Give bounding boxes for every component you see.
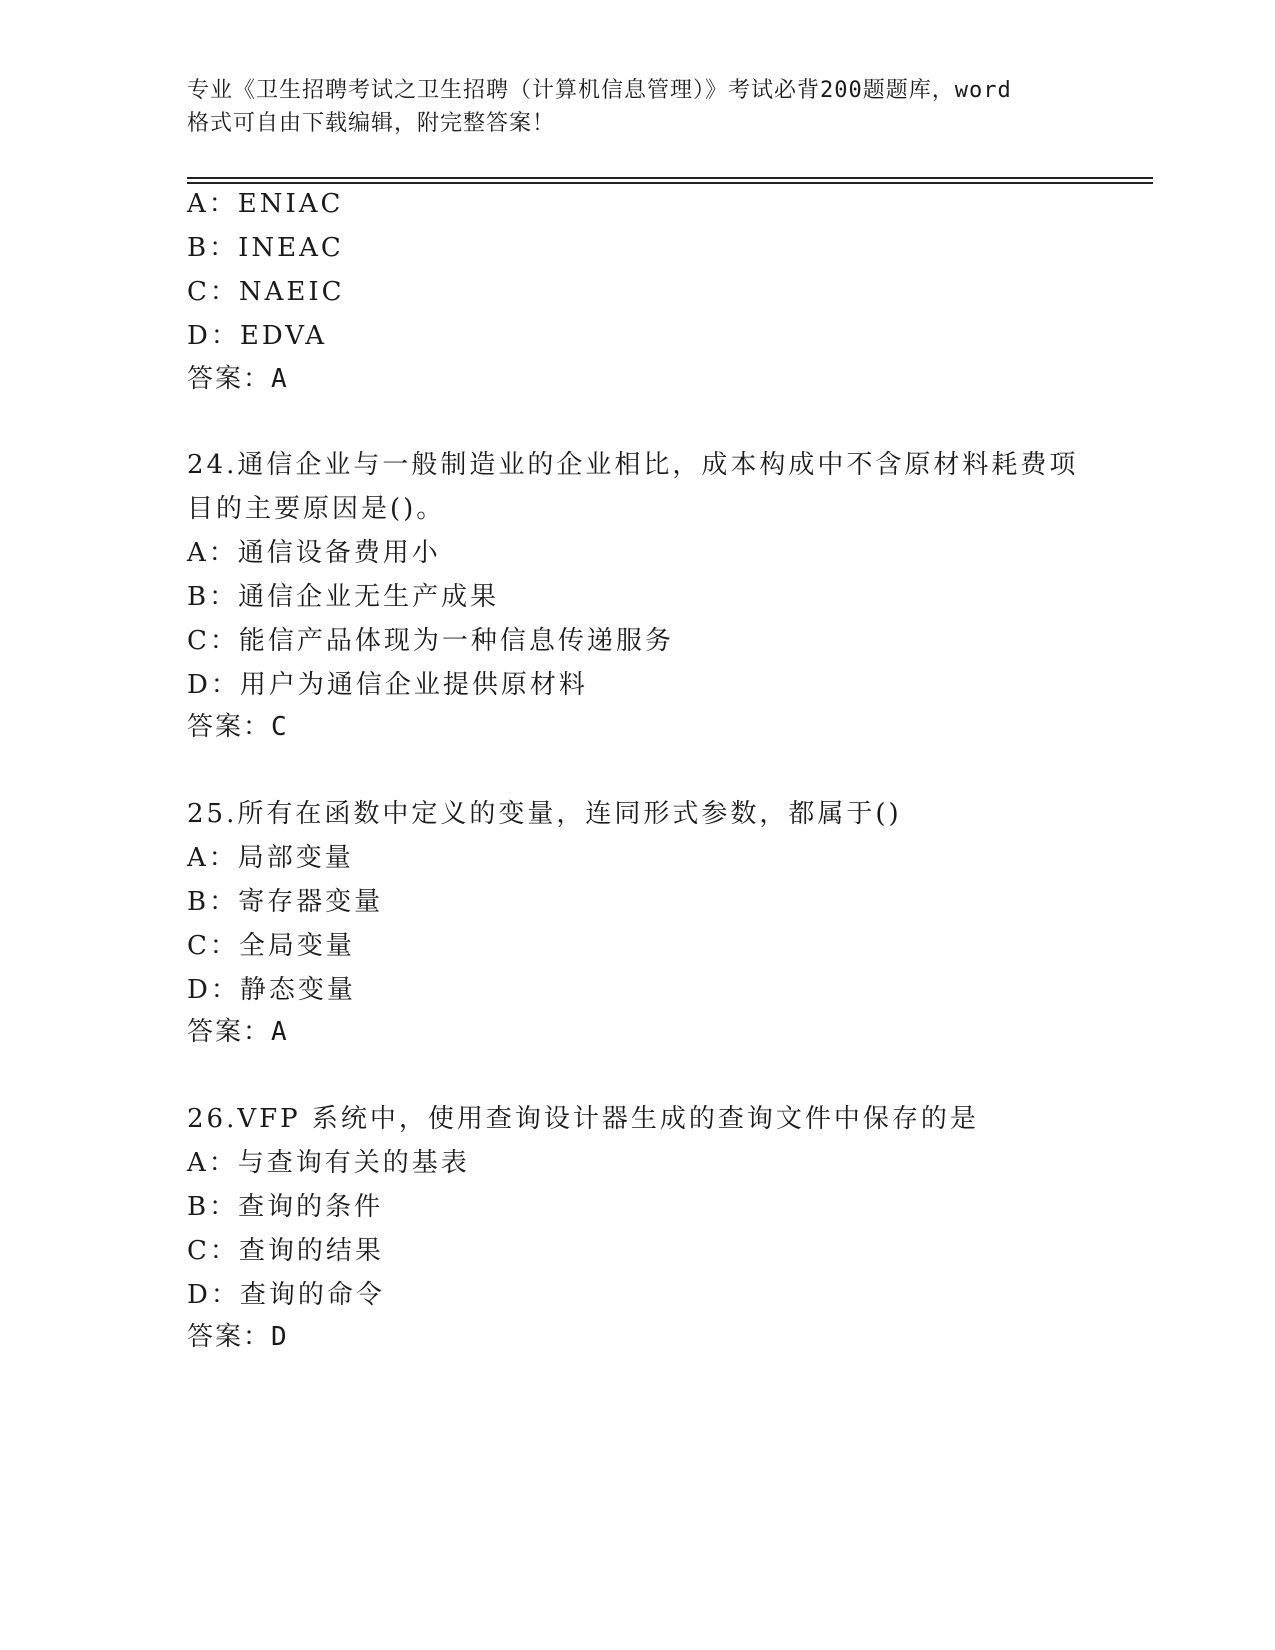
header-divider-bottom — [187, 182, 1153, 184]
answer-value: C — [271, 712, 289, 742]
q25-answer-line — [187, 1017, 289, 1047]
option-c: C：NAEIC — [187, 277, 345, 307]
answer-value: D — [271, 1322, 289, 1352]
q26-answer-line — [187, 1322, 289, 1352]
document-header — [187, 74, 1087, 140]
q24-option-c: C：能信产品体现为一种信息传递服务 — [187, 626, 674, 656]
q24-option-d: D：用户为通信企业提供原材料 — [187, 670, 588, 700]
q26-option-c: C：查询的结果 — [187, 1236, 384, 1266]
q24-option-b: B：通信企业无生产成果 — [187, 582, 500, 612]
option-b: B：INEAC — [187, 233, 344, 263]
answer-line — [187, 364, 289, 394]
q24-option-a: A：通信设备费用小 — [187, 538, 441, 568]
question-25-text: 25.所有在函数中定义的变量，连同形式参数，都属于() — [187, 799, 902, 829]
answer-label: 答案： — [187, 364, 272, 394]
option-d: D：EDVA — [187, 321, 328, 351]
header-line-2: 格式可自由下载编辑，附完整答案！ — [187, 111, 556, 136]
q26-option-b: B：查询的条件 — [187, 1192, 384, 1222]
answer-value: A — [271, 364, 289, 394]
question-24-text-line-2: 目的主要原因是()。 — [187, 494, 446, 524]
header-divider-top — [187, 177, 1153, 179]
question-24-text-line-1: 24.通信企业与一般制造业的企业相比，成本构成中不含原材料耗费项 — [187, 450, 1079, 480]
q25-option-c: C：全局变量 — [187, 931, 355, 961]
q26-option-d: D：查询的命令 — [187, 1280, 385, 1310]
answer-label: 答案： — [187, 712, 272, 742]
question-26-text: 26.VFP 系统中，使用查询设计器生成的查询文件中保存的是 — [187, 1104, 979, 1134]
q24-answer-line — [187, 712, 289, 742]
header-line-1: 专业《卫生招聘考试之卫生招聘（计算机信息管理）》考试必背200题题库，word — [187, 78, 1012, 103]
q25-option-d: D：静态变量 — [187, 975, 356, 1005]
answer-label: 答案： — [187, 1017, 272, 1047]
option-a: A：ENIAC — [187, 189, 344, 219]
q26-option-a: A：与查询有关的基表 — [187, 1148, 470, 1178]
answer-value: A — [271, 1017, 289, 1047]
q25-option-a: A：局部变量 — [187, 843, 354, 873]
q25-option-b: B：寄存器变量 — [187, 887, 384, 917]
answer-label: 答案： — [187, 1322, 272, 1352]
